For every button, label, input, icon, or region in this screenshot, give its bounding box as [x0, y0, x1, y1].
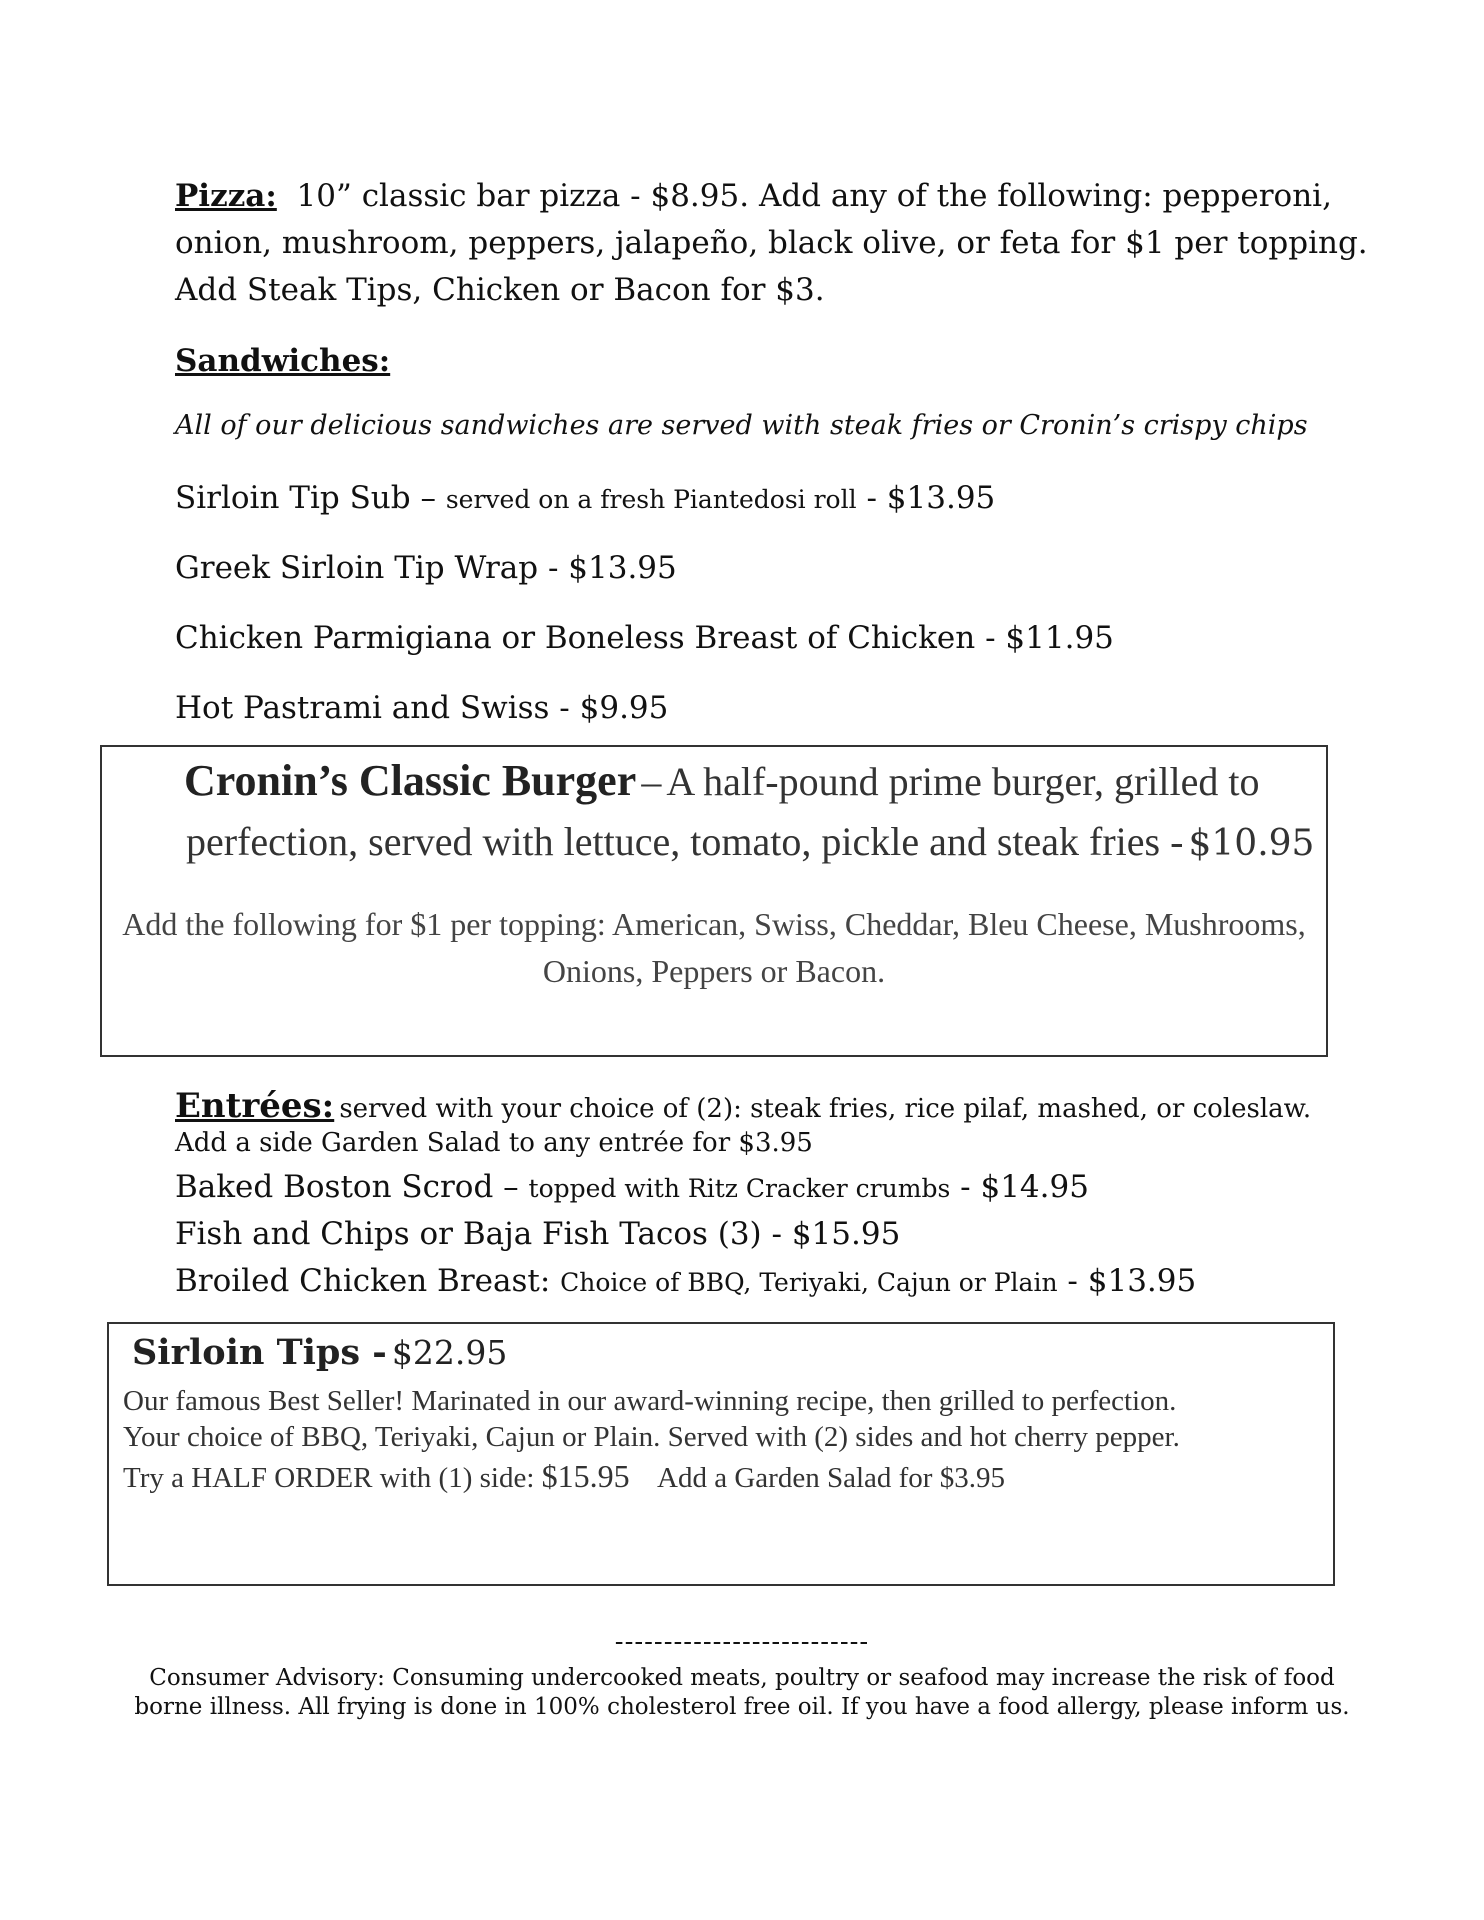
- pizza-description-3: Add Steak Tips, Chicken or Bacon for $3.: [175, 272, 825, 308]
- menu-item-sirloin-tip-sub: [175, 474, 995, 524]
- item-price: - $13.95: [866, 480, 996, 516]
- garden-salad-text: Add a Garden Salad for $3.95: [657, 1462, 1005, 1494]
- burger-description-2: perfection, served with lettuce, tomato, pickle and steak fries -: [186, 819, 1184, 864]
- consumer-advisory-1: Consumer Advisory: Consuming undercooked meats, poultry or seafood may increase the risk of food: [149, 1665, 1335, 1691]
- sirloin-tips-line-1: Our famous Best Seller! Marinated in our award-winning recipe, then grilled to perfection.: [123, 1385, 1177, 1417]
- item-name: Sirloin Tip Sub –: [175, 480, 436, 516]
- entrees-heading: Entrées:: [175, 1086, 335, 1126]
- sirloin-tips-headline: [132, 1332, 507, 1373]
- item-description: served on a fresh Piantedosi roll: [445, 485, 857, 514]
- sirloin-tips-price: $22.95: [391, 1333, 508, 1372]
- consumer-advisory-2: borne illness. All frying is done in 100% cholesterol free oil. If you have a food allergy, please inform us.: [134, 1694, 1350, 1720]
- menu-item-baked-scrod: [175, 1163, 1089, 1213]
- menu-item-broiled-chicken: [175, 1257, 1196, 1307]
- item-name: Broiled Chicken Breast:: [175, 1263, 551, 1299]
- burger-headline: [184, 755, 1260, 806]
- menu-item-chicken-parmigiana: Chicken Parmigiana or Boneless Breast of Chicken - $11.95: [175, 620, 1114, 656]
- sirloin-tips-line-3: [123, 1458, 1005, 1495]
- item-price: - $14.95: [960, 1169, 1089, 1205]
- sirloin-tips-title: Sirloin Tips -: [132, 1332, 387, 1373]
- item-name: Baked Boston Scrod –: [175, 1169, 519, 1205]
- burger-price: $10.95: [1188, 823, 1315, 864]
- footer-divider: --------------------------: [614, 1627, 870, 1657]
- sandwiches-note: All of our delicious sandwiches are served with steak fries or Cronin’s crispy chips: [175, 410, 1308, 441]
- item-price: - $13.95: [1067, 1263, 1197, 1299]
- menu-item-fish-and-chips: Fish and Chips or Baja Fish Tacos (3) - $15.95: [175, 1216, 901, 1252]
- pizza-heading: Pizza:: [175, 178, 277, 214]
- half-order-text: Try a HALF ORDER with (1) side:: [123, 1462, 535, 1494]
- burger-dash: –: [641, 759, 662, 804]
- sandwiches-heading: Sandwiches:: [175, 343, 391, 379]
- menu-item-greek-wrap: Greek Sirloin Tip Wrap - $13.95: [175, 550, 677, 586]
- pizza-line-1: [175, 172, 1332, 220]
- burger-title: Cronin’s Classic Burger: [184, 756, 637, 805]
- burger-toppings-2: Onions, Peppers or Bacon.: [542, 953, 886, 989]
- menu-item-hot-pastrami: Hot Pastrami and Swiss - $9.95: [175, 690, 669, 726]
- sirloin-tips-line-2: Your choice of BBQ, Teriyaki, Cajun or Plain. Served with (2) sides and hot cherry pepper.: [123, 1421, 1180, 1453]
- entrees-intro: served with your choice of (2): steak fries, rice pilaf, mashed, or coleslaw.: [339, 1094, 1312, 1124]
- burger-line-2: [186, 818, 1314, 865]
- item-description: Choice of BBQ, Teriyaki, Cajun or Plain: [560, 1268, 1058, 1297]
- burger-toppings-1: Add the following for $1 per topping: American, Swiss, Cheddar, Bleu Cheese, Mushrooms,: [122, 906, 1306, 942]
- entrees-intro-line: [175, 1086, 1311, 1126]
- pizza-description-1: 10” classic bar pizza - $8.95. Add any of the following: pepperoni,: [296, 178, 1332, 214]
- pizza-description-2: onion, mushroom, peppers, jalapeño, black olive, or feta for $1 per topping.: [175, 225, 1368, 261]
- half-order-price: $15.95: [541, 1458, 630, 1494]
- item-description: topped with Ritz Cracker crumbs: [528, 1174, 951, 1203]
- entrees-salad-note: Add a side Garden Salad to any entrée for $3.95: [175, 1128, 813, 1158]
- burger-description-1: A half-pound prime burger, grilled to: [666, 759, 1260, 804]
